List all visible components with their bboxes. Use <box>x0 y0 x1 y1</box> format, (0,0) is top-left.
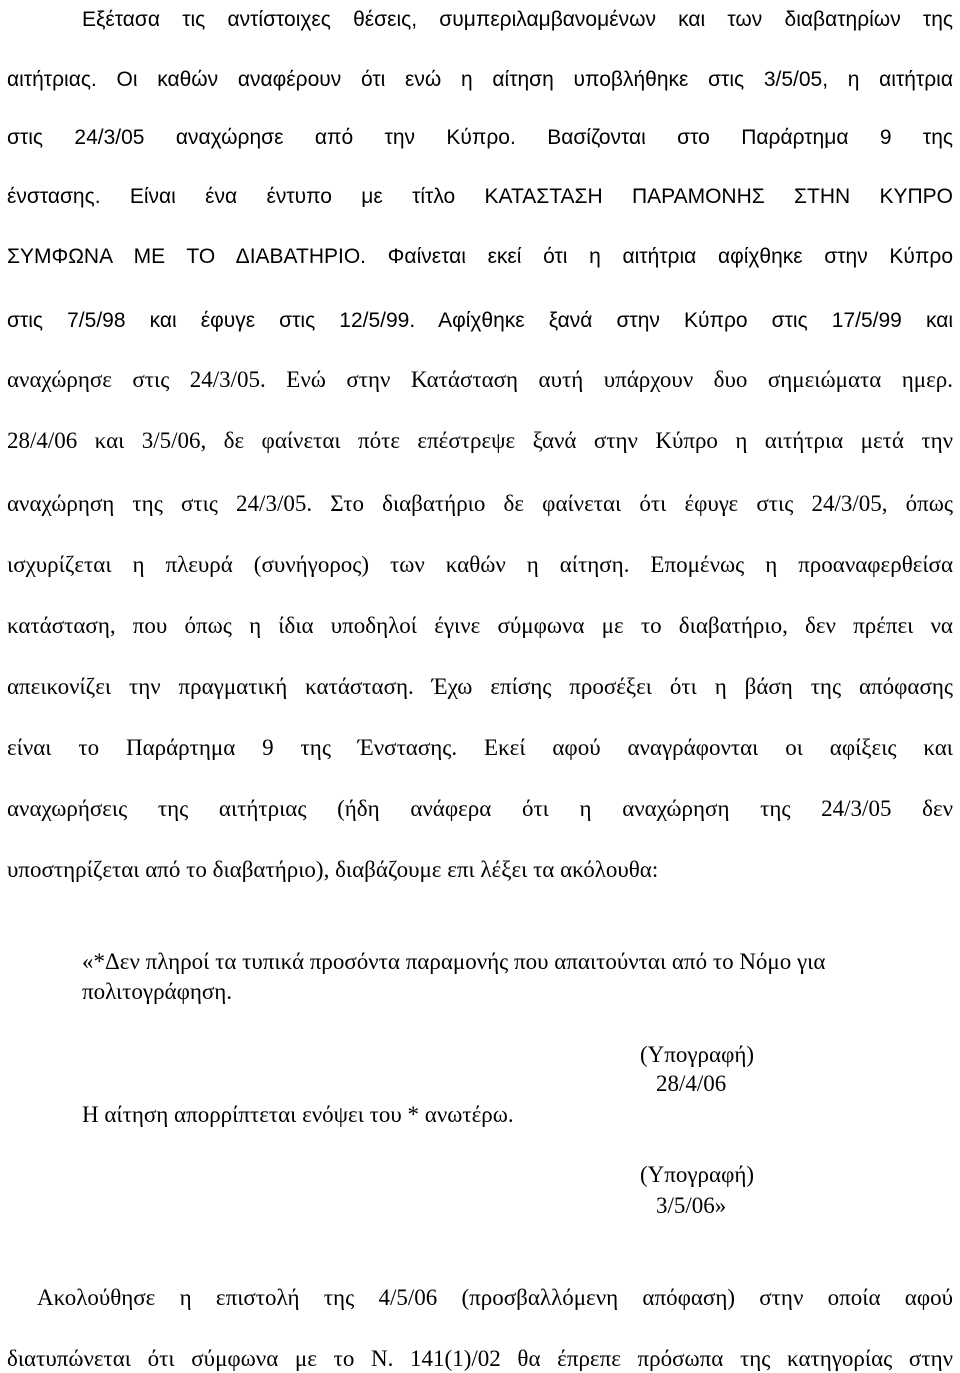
signature-date: 3/5/06» <box>656 1193 727 1218</box>
quote-line: πολιτογράφηση. <box>82 979 233 1004</box>
text-line: διατυπώνεται ότι σύμφωνα με το Ν. 141(1)/02 θα έπρεπε πρόσωπα της κατηγορίας στην <box>7 1346 953 1371</box>
text-line: αναχώρηση της στις 24/3/05. Στο διαβατήριο δε φαίνεται ότι έφυγε στις 24/3/05, όπως <box>7 491 953 516</box>
text-line: είναι το Παράρτημα 9 της Ένστασης. Εκεί αφού αναγράφονται οι αφίξεις και <box>7 735 953 760</box>
text-line: στις 24/3/05 αναχώρησε από την Κύπρο. Βασίζονται στο Παράρτημα 9 της <box>7 126 953 149</box>
signature-label: (Υπογραφή) <box>640 1042 755 1067</box>
signature-label: (Υπογραφή) <box>640 1162 755 1187</box>
text-line: 28/4/06 και 3/5/06, δε φαίνεται πότε επέστρεψε ξανά στην Κύπρο η αιτήτρια μετά την <box>7 428 953 453</box>
text-line: απεικονίζει την πραγματική κατάσταση. Έχω επίσης προσέξει ότι η βάση της απόφασης <box>7 674 953 699</box>
signature-date: 28/4/06 <box>656 1071 727 1096</box>
text-line: ΣΥΜΦΩΝΑ ΜΕ ΤΟ ΔΙΑΒΑΤΗΡΙΟ. Φαίνεται εκεί ότι η αιτήτρια αφίχθηκε στην Κύπρο <box>7 245 953 268</box>
text-line: κατάσταση, που όπως η ίδια υποδηλοί έγινε σύμφωνα με το διαβατήριο, δεν πρέπει να <box>7 613 953 638</box>
text-line: ένστασης. Είναι ένα έντυπο με τίτλο ΚΑΤΑΣΤΑΣΗ ΠΑΡΑΜΟΝΗΣ ΣΤΗΝ ΚΥΠΡΟ <box>7 185 953 208</box>
text-line: Ακολούθησε η επιστολή της 4/5/06 (προσβαλλόμενη απόφαση) στην οποία αφού <box>37 1285 953 1310</box>
text-line: αναχωρήσεις της αιτήτριας (ήδη ανάφερα ότι η αναχώρηση της 24/3/05 δεν <box>7 796 953 821</box>
text-line: αναχώρησε στις 24/3/05. Ενώ στην Κατάσταση αυτή υπάρχουν δυο σημειώματα ημερ. <box>7 367 953 392</box>
text-line: αιτήτριας. Οι καθών αναφέρουν ότι ενώ η αίτηση υποβλήθηκε στις 3/5/05, η αιτήτρια <box>7 68 953 91</box>
quote-line: «*Δεν πληροί τα τυπικά προσόντα παραμονής που απαιτούνται από το Νόμο για <box>82 949 826 974</box>
text-line: ισχυρίζεται η πλευρά (συνήγορος) των καθών η αίτηση. Επομένως η προαναφερθείσα <box>7 552 953 577</box>
rejection-statement: Η αίτηση απορρίπτεται ενόψει του * ανωτέρω. <box>82 1102 514 1127</box>
text-line: στις 7/5/98 και έφυγε στις 12/5/99. Αφίχθηκε ξανά στην Κύπρο στις 17/5/99 και <box>7 309 953 332</box>
text-line: υποστηρίζεται από το διαβατήριο), διαβάζουμε επι λέξει τα ακόλουθα: <box>7 857 659 882</box>
text-line: Εξέτασα τις αντίστοιχες θέσεις, συμπεριλαμβανομένων και των διαβατηρίων της <box>82 8 953 31</box>
